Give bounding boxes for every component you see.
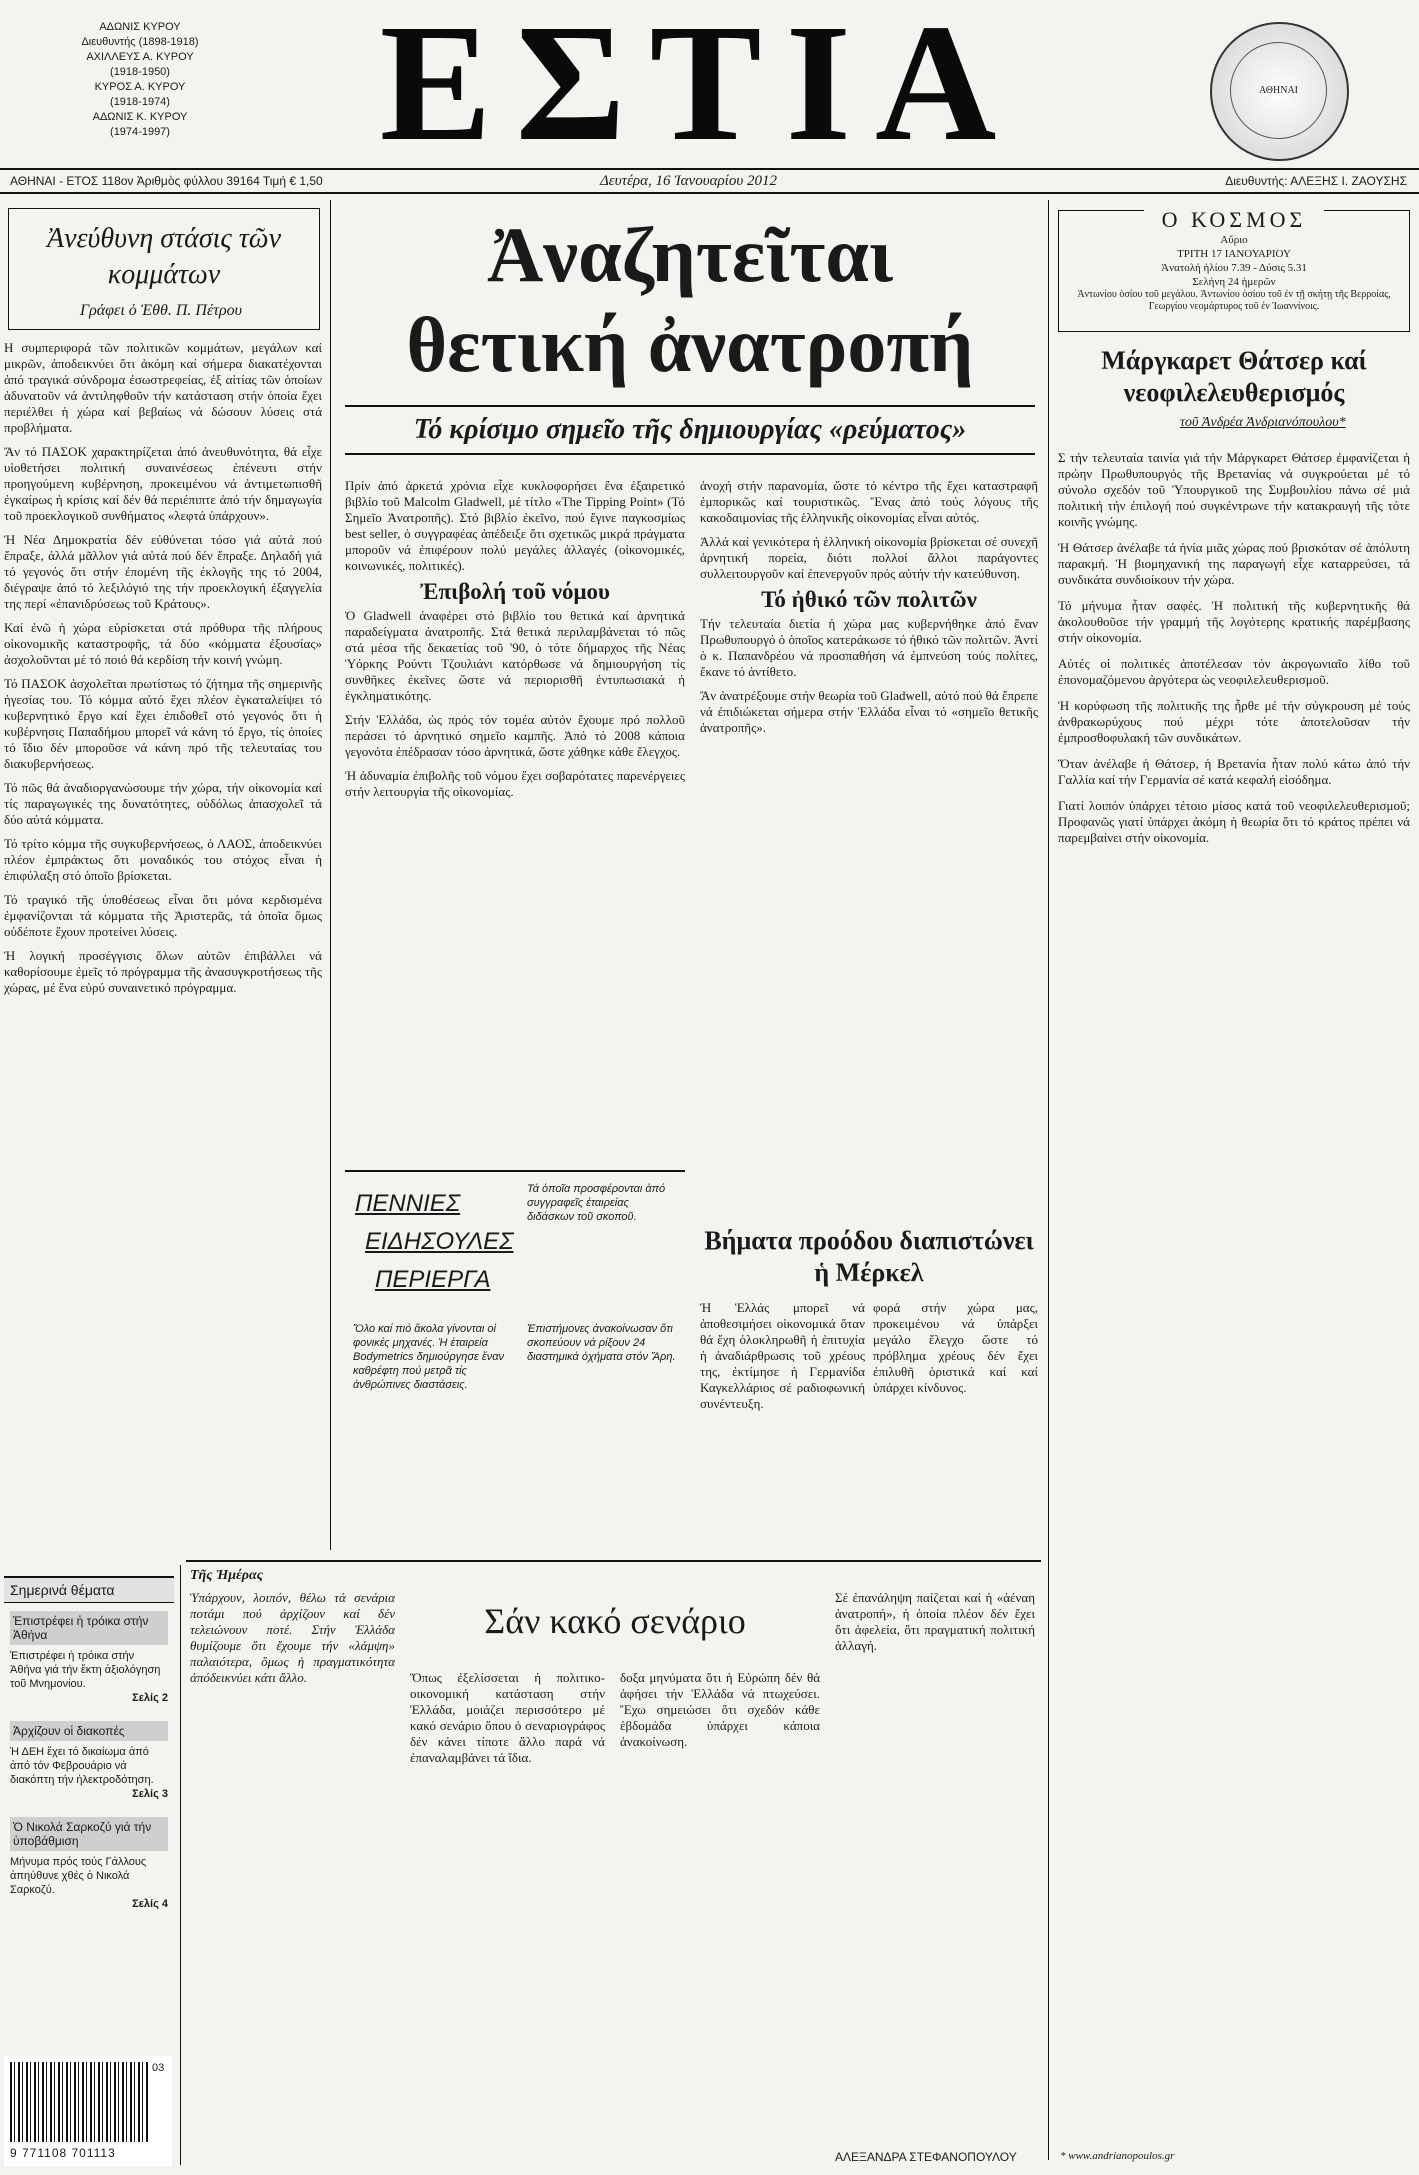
barcode-bars	[10, 2062, 150, 2142]
main-headline-line2: θετική ἀνατροπή	[406, 301, 974, 388]
contents-item[interactable]	[4, 1603, 174, 1713]
thatcher-footnote: * www.andrianopoulos.gr	[1060, 2150, 1175, 2162]
contents-item[interactable]	[4, 1713, 174, 1809]
contents-item-title: Ἐπιστρέφει ἡ τρόικα στήν Ἀθήνα	[10, 1611, 168, 1645]
contents-item-page: Σελίς 4	[132, 1898, 168, 1910]
paragraph: Γιατί λοιπόν ὑπάρχει τέτοιο μίσος κατά τοῦ νεοφιλελευθερισμοῦ; Προφανῶς γιατί ὑπάρχει ἀκόμη ἡ θεωρία ὅτι τό κράτος πρέπει νά παρεμβαίνει στήν οἰκονομία.	[1058, 798, 1410, 845]
paragraph: Τό μήνυμα ἦταν σαφές. Ἡ πολιτική τῆς κυβερνητικῆς θά ἀκολουθοῦσε τήν γραμμή τῆς λογότερης κρατικής παρέμβασης στήν οἰκονομία.	[1058, 598, 1410, 645]
left-article-author: Γράφει ὁ Ἐθθ. Π. Πέτρου	[80, 302, 242, 319]
thatcher-body	[1058, 450, 1410, 2140]
paragraph: Ἡ Νέα Δημοκρατία δέν εὐθύνεται τόσο γιά αὐτά πού ἔπραξε, ἀλλά μᾶλλον γιά αὐτά πού δέν ἔπραξε. Δηλαδή γιά τό γεγονός ὅτι στήν ἐπομένη τῆς ἐκλογῆς της τό 2004, διέγραψε ἀπό τό λεξιλόγιό της τήν προεκλογική ἐξαγγελία της περί «ἐπανιδρύσεως τοῦ Κράτους».	[4, 532, 322, 611]
paragraph: Τό τρίτο κόμμα τῆς συγκυβερνήσεως, ὁ ΛΑΟΣ, ἀποδεικνύει πλέον ἐμπράκτως ὅτι μοναδικός του στόχος εἶναι ἡ ἐπιφύλαξη στό ὁποῖο βρίσκεται.	[4, 836, 322, 883]
contents-item-title: Ὁ Νικολά Σαρκοζύ γιά τήν ὑποβάθμιση	[10, 1817, 168, 1851]
barcode	[4, 2056, 172, 2166]
paragraph: Τό πῶς θά ἀναδιοργανώσουμε τήν χώρα, τήν οἰκονομία καί τίς παραγωγικές της δυνατότητες, οὐδόλως ἀπασχολεῖ τά δύο αὐτά κόμματα.	[4, 780, 322, 827]
thatcher-title: Μάργκαρετ Θάτσερ καί νεοφιλελευθερισμός	[1101, 346, 1367, 407]
paragraph: Σ τήν τελευταία ταινία γιά τήν Μάργκαρετ Θάτσερ ἐμφανίζεται ἡ πρώην Πρωθυπουργός τῆς Βρετανίας νά συγκρούεται μέ τό σύνολο σχεδόν τοῦ Ὑπουργικοῦ της Συμβουλίου πάνω σέ μιά πολιτική τήν ἐπιλογή πού συγκέντρωνε τήν κατακραυγή τῆς τότε κοινῆς γνώμης.	[1058, 450, 1410, 529]
paragraph: Ὁ Gladwell ἀναφέρει στό βιβλίο του θετικά καί ἀρνητικά παραδείγματα ἀνατροπῆς. Στά θετικά περιλαμβάνεται τό πῶς στά μέσα τῆς δεκαετίας τοῦ '90, ὁ τότε δήμαρχος τῆς Νέας Ὑόρκης Ρούντι Τζουλιάνι κατόρθωσε νά δημιουργήση τίς συνθῆκες ἐκεῖνες ὥστε νά περιορισθῆ ἐντυπωσιακά ἡ ἐγκληματικότης.	[345, 608, 685, 703]
scenario-intro: Ὑπάρχουν, λοιπόν, θέλω τά σενάρια ποτάμι πού ἀρχίζουν καί δέν τελειώνουν ποτέ. Στήν Ἑλλάδα θυμίζουμε ὅτι ἔχουμε τήν «λάμψη» παλαιότερα, ὅμως ἡ πραγματικότητα ἀπόδεικνύει κάτι ἄλλο.	[190, 1590, 395, 1685]
scenario-title: Σάν κακό σενάριο	[484, 1601, 746, 1641]
contents-header: Σημερινά θέματα	[4, 1578, 174, 1603]
founder-line: (1974-1997)	[110, 126, 170, 138]
founder-line: ΑΔΩΝΙΣ ΚΥΡΟΥ	[99, 21, 181, 33]
column-rule	[330, 200, 331, 1550]
contents-item-text: Ἡ ΔΕΗ ἔχει τό δικαίωμα ἀπό ἀπό τόν Φεβρουάριο νά διακόπτη τήν ἠλεκτροδότηση.	[10, 1746, 154, 1786]
kosmos-line: Σελήνη 24 ἡμερῶν	[1192, 276, 1276, 288]
main-headline-line1: Ἀναζητεῖται	[486, 211, 894, 298]
column-rule	[180, 1565, 181, 2165]
left-article-title: Ἀνεύθυνη στάσις τῶν κομμάτων	[46, 223, 282, 290]
issue-info: ΑΘΗΝΑΙ - ΕΤΟΣ 118ον Ἀριθμὸς φύλλου 39164 Τιμή € 1,50	[10, 174, 323, 188]
merkel-text-2: φορά στήν χώρα μας, προκειμένου νά ὑπάρξει μεγάλο ἔλεγχο ὥστε τό πρόβλημα χρέους δέν ἔχει ἐπιλυθῆ ὁριστικά καί καί ὑπάρχει κίνδυνος.	[873, 1300, 1038, 1395]
kosmos-box	[1058, 207, 1410, 332]
gossip-title-2: ΕΙΔΗΣΟΥΛΕΣ	[365, 1228, 514, 1255]
founder-line: ΑΧΙΛΛΕΥΣ Α. ΚΥΡΟΥ	[86, 51, 194, 63]
founders-list	[40, 20, 240, 140]
paragraph: Στήν Ἑλλάδα, ὡς πρός τόν τομέα αὐτόν ἔχουμε πρό πολλοῦ περάσει τό ἀρνητικό σημεῖο καμπῆς. Ἀπό τό 2008 κάποια γεγονότα ἐπέδρασαν τόσο ἀρνητικά, ὥστε χάθηκε κάθε ἔλεγχος.	[345, 712, 685, 759]
kosmos-line: Ἀνατολή ἡλίου 7.39 - Δύσις 5.31	[1161, 262, 1307, 274]
scenario-signature: ΑΛΕΞΑΝΔΡΑ ΣΤΕΦΑΝΟΠΟΥΛΟΥ	[835, 2150, 1017, 2164]
paragraph: Τό τραγικό τῆς ὑποθέσεως εἶναι ὅτι μόνα κερδισμένα ἐμφανίζονται τά κόμματα τῆς Ἀριστερᾶς, τά ὁποῖα ὅμως οὐδέποτε ἔχουν προτείνει λύσεις.	[4, 892, 322, 939]
barcode-digits: 9 771108 701113	[10, 2146, 116, 2160]
kosmos-title: Ο ΚΟΣΜΟΣ	[1144, 207, 1324, 233]
paragraph: Ἡ ἀδυναμία ἐπιβολῆς τοῦ νόμου ἔχει σοβαρότατες παρενέργειες στήν λειτουργία τῆς οἰκονομίας.	[345, 768, 685, 799]
paragraph: Τήν τελευταία διετία ἡ χώρα μας κυβερνήθηκε ἀπό ἕναν Πρωθυπουργό ὁ ὁποῖος κατεράκωσε τό ἠθικό τῶν πολιτῶν. Ἀντί ὁ κ. Παπανδρέου νά προσπαθήση νά ἐμπνεύση τούς πολίτες, ἔκανε τό ἀντίθετο.	[700, 616, 1038, 679]
contents-item-title: Ἀρχίζουν οἱ διακοπές	[10, 1721, 168, 1741]
kosmos-line: Ἀντωνίου ὁσίου τοῦ μεγάλου. Ἀντωνίου ὁσίου τοῦ ἐν τῇ σκήτῃ τῆς Βερροίας, Γεωργίου νεομάρτυρος τοῦ ἐν Ἰωαννίνοις.	[1077, 289, 1391, 312]
column-rule	[1048, 200, 1049, 2160]
paragraph: Ἄν ἀνατρέξουμε στήν θεωρία τοῦ Gladwell, αὐτό πού θά ἔπρεπε νά ἐπιδιώκεται σήμερα στήν Ἑλλάδα εἶναι τό «σημεῖο θετικῆς ἀνατροπῆς».	[700, 688, 1038, 735]
section-subhead: Ἐπιβολή τοῦ νόμου	[420, 579, 610, 604]
center-column-2	[700, 478, 1038, 1088]
paragraph: Ὅταν ἀνέλαβε ἡ Θάτσερ, ἡ Βρετανία ἦταν πολύ κάτω ἀπό τήν Γαλλία καί τήν Γερμανία σέ κατά κεφαλή εἰσόδημα.	[1058, 756, 1410, 787]
issue-date: Δευτέρα, 16 Ἰανουαρίου 2012	[600, 173, 777, 189]
scenario-col-3: Σέ ἐπανάληψη παίζεται καί ἡ «ἀέναη ἀνατροπή», ἡ ὁποία πλέον δέν ἔχει ὅτι ἀφελεία, ὅτι πραγματική πολιτική ἀλλαγή.	[835, 1590, 1035, 1653]
contents-item-text: Μήνυμα πρός τούς Γάλλους ἀπηύθυνε χθές ὁ Νικολά Σαρκοζύ.	[10, 1856, 147, 1896]
paragraph: Ἄν τό ΠΑΣΟΚ χαρακτηρίζεται ἀπό ἀνευθυνότητα, θά εἶχε υἱοθετήσει πολιτική συναινέσεως ἐπένευτι στήν προηγούμενη κυβέρνηση, προκειμένου νά ἀντιμετωπισθῆ ἐγκαίρως ἡ κρίσις καί δέν θά περιέπιπτε ἀπό τήν δημαγωγία τοῦ προεκλογικοῦ συνθήματος «λεφτά ὑπάρχουν».	[4, 444, 322, 523]
gossip-title-1: ΠΕΝΝΙΕΣ	[355, 1190, 461, 1217]
gossip-box	[345, 1170, 685, 1552]
paragraph: Ἡ λογική προσέγγισις ὅλων αὐτῶν ἐπιβάλλει νά καθορίσουμε ἐμεῖς τό πρόγραμμα τῆς ἀνασυγκροτήσεως τῆς χώρας, μέ ἕνα εὐρύ συναινετικό πρόγραμμα.	[4, 948, 322, 995]
kosmos-line: Αὔριο	[1220, 234, 1248, 246]
contents-item-page: Σελίς 2	[132, 1692, 168, 1704]
scenario-col-2: δοξα μηνύματα ὅτι ἡ Εὐρώπη δέν θά ἀφήσει τήν Ἑλλάδα νά πτωχεύσει. Ἔχω σημειώσει ὅτι σχεδόν κάθε ἑβδομάδα ὑπάρχει κάποια ἀνακοίνωση.	[620, 1670, 820, 1749]
founder-line: (1918-1974)	[110, 96, 170, 108]
merkel-text-1: Ἡ Ἑλλάς μπορεῖ νά ἀποθεσιμήσει οἰκονομικά ὅταν θά ἔχη ὁλοκληρωθῆ ἡ ἐπιτυχία ἡ ἀναδιάρθρωσις τοῦ χρέους της, ἐκτίμησε ἡ Γερμανίδα Καγκελλάριος σέ ραδιοφωνική συνέντευξη.	[700, 1300, 865, 1411]
gossip-title-3: ΠΕΡΙΕΡΓΑ	[375, 1266, 491, 1293]
seal-icon	[1210, 22, 1349, 161]
gossip-text-1: Ὅλο καί πιό ἄκολα γίνονται οἱ φονικές μηχανές. Ἡ ἑταιρεία Bodymetrics δημιούργησε ἕναν καθρέφτη πού μετρᾶ τίς ἀνθρώπινες διαστάσεις.	[353, 1323, 504, 1391]
paragraph: Η συμπεριφορά τῶν πολιτικῶν κομμάτων, μεγάλων καί μικρῶν, ἀποδεικνύει ὅτι ἀκόμη καί σήμερα διακατέχονται ἀπό τραγικά σύνδρομα ἐσωστρεφείας, ἐξ αἰτίας τῶν ὁποίων ἀδυνατοῦν νά ἀντιληφθοῦν τήν κατάσταση στήν ὁποία ἔχει περιέλθει ἡ χώρα καί βεβαίως νά δώσουν λύσεις στά προβλήματα.	[4, 340, 322, 435]
paragraph: Αὐτές οἱ πολιτικές ἀποτέλεσαν τόν ἀκρογωνιαῖο λίθο τοῦ ἐπονομαζόμενου ἀργότερα ὡς νεοφιλελευθερισμοῦ.	[1058, 656, 1410, 687]
paragraph: ἀνοχή στήν παρανομία, ὥστε τό κέντρο τῆς ἔχει καταστραφῆ ἐμπορικῶς καί τουριστικῶς. Ἕνας ἀπό τούς λόγους τῆς κακοδαιμονίας τῆς ἑλληνικῆς οἰκονομίας εἶναι αὐτός.	[700, 478, 1038, 525]
paragraph: Καί ἐνῶ ἡ χώρα εὑρίσκεται στά πρόθυρα τῆς πλήρους οἰκονομικῆς καταστροφῆς, τά δύο «κόμματα ἐξουσίας» ἀσχολοῦνται μέ τό ποιό θά κερδίση τήν κοινή γνώμη.	[4, 620, 322, 667]
barcode-issue: 03	[152, 2062, 165, 2074]
thatcher-author: τοῦ Ἀνδρέα Ἀνδριανόπουλου*	[1180, 415, 1346, 430]
contents-item-page: Σελίς 3	[132, 1788, 168, 1800]
contents-item[interactable]	[4, 1809, 174, 1919]
section-subhead: Τό ἠθικό τῶν πολιτῶν	[761, 587, 977, 612]
section-rule	[186, 1560, 1041, 1562]
founder-line: (1918-1950)	[110, 66, 170, 78]
paragraph: Τό ΠΑΣΟΚ ἀσχολεῖται πρωτίστως τό ζήτημα τῆς σημερινῆς ἡγεσίας του. Τό κόμμα αὐτό ἔχει πλέον ἐγκαταλείψει τό κυβερνητικό ἔργο καί ἔχει ἐπιδοθεῖ στό γεγονός ὅτι ἡ κυβέρνησις Παπαδήμου μπορεῖ νά κάνη τό ἔργο, τίς ὁποίες τό ἴδιο δέν μποροῦσε νά κάνη πρό τῆς τελευταίας του διακυβερνήσεως.	[4, 676, 322, 771]
merkel-title: Βήματα προόδου διαπιστώνει ἡ Μέρκελ	[704, 1226, 1034, 1287]
paragraph: Πρίν ἀπό ἀρκετά χρόνια εἶχε κυκλοφορήσει ἕνα ἐξαιρετικό βιβλίο τοῦ Malcolm Gladwell, μέ τίτλο «The Tipping Point» (Τό Σημεῖο Ἀνατροπῆς). Στό βιβλίο ἐκεῖνο, πού ἔγινε παγκοσμίως best seller, ὁ συγγραφέας ἀπέδειξε ὅτι σχετικῶς μικρά πράγματα μποροῦν νά ἐπιφέρουν πολύ μεγάλες ἀλλαγές (οἰκονομικές, κοινωνικές, πολιτικές).	[345, 478, 685, 573]
left-article-body	[4, 340, 322, 1550]
scenario-col-1: Ὅπως ἐξελίσσεται ἡ πολιτικο-οικονομική κατάσταση στήν Ἑλλάδα, μοιάζει περισσότερο μέ κακό σενάριο ὅπου ὁ σεναριογράφος δέν κάνει τίποτε ἄλλο παρά νά ἐπαναλαμβάνει τά ἴδια.	[410, 1670, 605, 1765]
masthead-title: ΕΣΤΙΑ	[379, 0, 1021, 176]
gossip-text-2: Τά ὁποῖα προσφέρονται ἀπό συγγραφεῖς ἐταιρείας διδάσκων τοῦ σκοποῦ.	[527, 1183, 666, 1223]
kosmos-line: ΤΡΙΤΗ 17 ΙΑΝΟΥΑΡΙΟΥ	[1177, 248, 1291, 260]
info-bar	[0, 168, 1419, 194]
seal-text: ΑΘΗΝΑΙ	[1230, 42, 1327, 139]
founder-line: ΑΔΩΝΙΣ Κ. ΚΥΡΟΥ	[92, 111, 188, 123]
founder-line: ΚΥΡΟΣ Α. ΚΥΡΟΥ	[94, 81, 186, 93]
founder-line: Διευθυντής (1898-1918)	[81, 36, 199, 48]
gossip-text-3: Ἐπιστήμονες ἀνακοίνωσαν ὅτι σκοπεύουν νά ρίξουν 24 διαστημικά ὀχήματα στόν Ἄρη.	[527, 1323, 676, 1363]
center-column-1	[345, 478, 685, 978]
contents-item-text: Ἐπιστρέφει ἡ τρόικα στήν Ἀθήνα γιά τήν ἔκτη ἀξιολόγηση τοῦ Μνημονίου.	[10, 1650, 161, 1690]
director-info: Διευθυντής: ΑΛΕΞΗΣ Ι. ΖΑΟΥΣΗΣ	[1225, 174, 1407, 188]
scenario-section-label: Τῆς Ἡμέρας	[190, 1568, 263, 1583]
main-subheadline: Τό κρίσιμο σημεῖο τῆς δημιουργίας «ρεύματος»	[345, 405, 1035, 455]
paragraph: Ἡ Θάτσερ ἀνέλαβε τά ἡνία μιᾶς χώρας πού βρισκόταν σέ ἀπόλυτη παρακμή. Ἡ βιομηχανική της παραγωγή εἶχε καταρρεύσει, τά συνδικάτα συνδιοίκουν τήν χώρα.	[1058, 540, 1410, 587]
paragraph: Ἀλλά καί γενικότερα ἡ ἑλληνική οἰκονομία βρίσκεται σέ συνεχῆ ἀρνητική πορεία, διότι πολλοί ἄλλοι παράγοντες συλλειτουργοῦν καί ἐπενεργοῦν πρός αὐτήν τήν κατεύθυνση.	[700, 534, 1038, 581]
paragraph: Ἡ κορύφωση τῆς πολιτικῆς της ἦρθε μέ τήν σύγκρουση μέ τούς ἀνθρακωρύχους πού μέχρι τότε ἀποτελοῦσαν τήν ἐμπροσθοφυλακή τῶν συνδικάτων.	[1058, 698, 1410, 745]
contents-box	[4, 1576, 174, 2048]
